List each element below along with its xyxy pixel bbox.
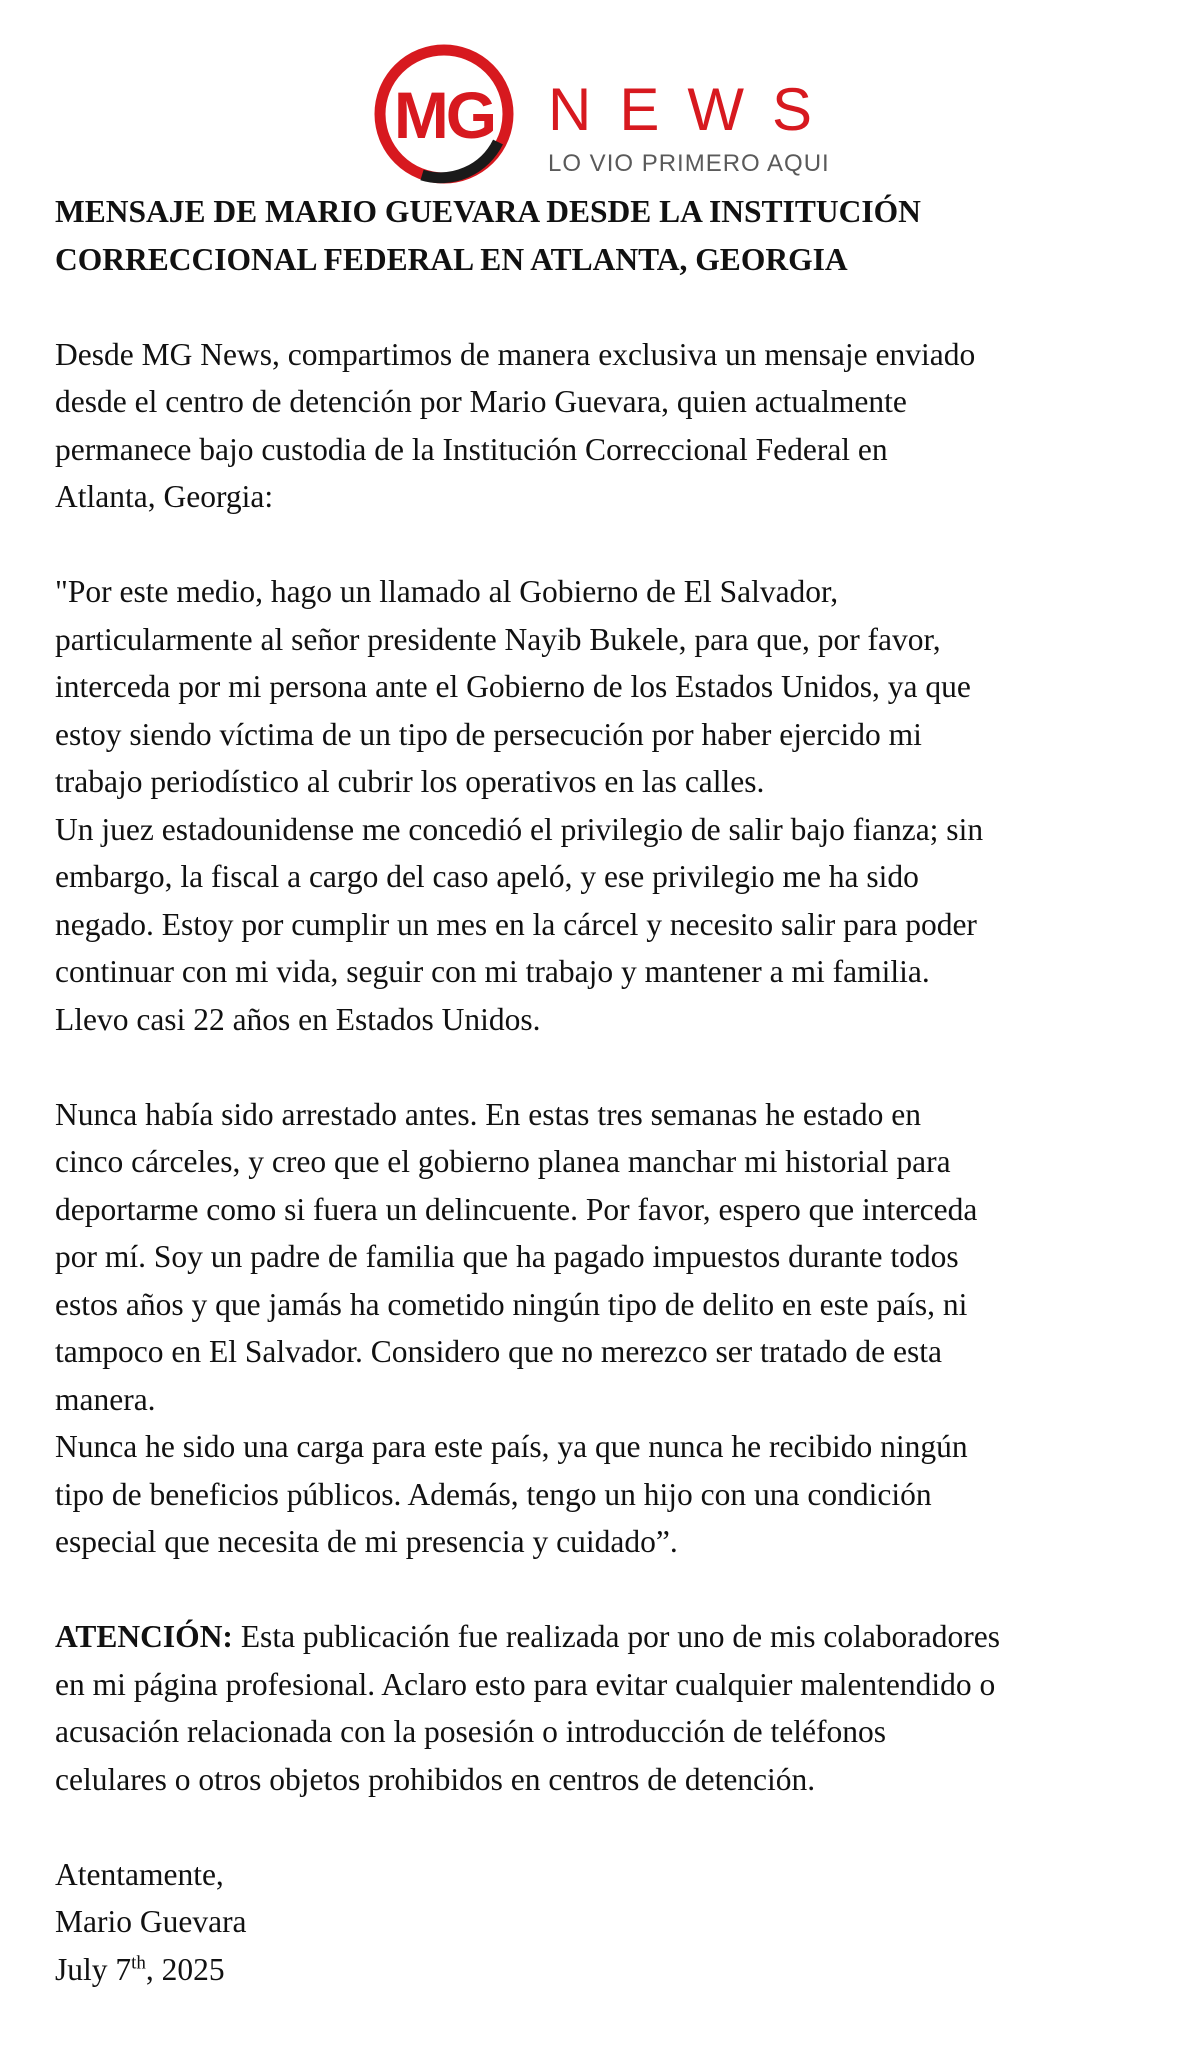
text-line: tipo de beneficios públicos. Además, tengo un hijo con una condición bbox=[55, 1476, 932, 1512]
text-line: estos años y que jamás ha cometido ningún tipo de delito en este país, ni bbox=[55, 1286, 968, 1322]
text-line: tampoco en El Salvador. Considero que no merezco ser tratado de esta bbox=[55, 1334, 942, 1369]
logo-mg-text: MG bbox=[393, 78, 495, 152]
text-line: Un juez estadounidense me concedió el privilegio de salir bajo fianza; sin bbox=[55, 811, 984, 847]
document-title bbox=[55, 188, 1165, 283]
date-month-day: July 7 bbox=[55, 1951, 132, 1987]
brand-tagline: LO VIO PRIMERO AQUI bbox=[548, 150, 830, 177]
attention-paragraph bbox=[55, 1613, 1165, 1803]
quote-paragraph-2 bbox=[55, 1091, 1165, 1566]
attention-label: ATENCIÓN: bbox=[55, 1619, 233, 1654]
quote-paragraph-1 bbox=[55, 568, 1165, 1043]
text-line: acusación relacionada con la posesión o introducción de teléfonos bbox=[55, 1714, 886, 1749]
date-suffix: th bbox=[131, 1952, 146, 1973]
text-line: manera. bbox=[55, 1381, 156, 1417]
text-line: negado. Estoy por cumplir un mes en la cárcel y necesito salir para poder bbox=[55, 906, 977, 942]
text-line: permanece bajo custodia de la Institución Correccional Federal en bbox=[55, 431, 888, 467]
text-line: Esta publicación fue realizada por uno de mis colaboradores bbox=[232, 1619, 1001, 1654]
signature-name: Mario Guevara bbox=[55, 1904, 247, 1939]
text-line: interceda por mi persona ante el Gobierno de los Estados Unidos, ya que bbox=[55, 669, 971, 704]
text-line: cinco cárceles, y creo que el gobierno planea manchar mi historial para bbox=[55, 1144, 951, 1179]
text-line: Desde MG News, compartimos de manera exclusiva un mensaje enviado bbox=[55, 336, 976, 372]
text-line: particularmente al señor presidente Nayib Bukele, para que, por favor, bbox=[55, 621, 941, 657]
header bbox=[0, 38, 1200, 188]
text-line: embargo, la fiscal a cargo del caso apeló, y ese privilegio me ha sido bbox=[55, 859, 919, 894]
document-body bbox=[55, 188, 1165, 1993]
paragraph-gap bbox=[55, 283, 1165, 331]
text-line: por mí. Soy un padre de familia que ha pagado impuestos durante todos bbox=[55, 1239, 959, 1274]
text-line: trabajo periodístico al cubrir los operativos en las calles. bbox=[55, 764, 765, 799]
text-line: "Por este medio, hago un llamado al Gobierno de El Salvador, bbox=[55, 574, 839, 609]
text-line: especial que necesita de mi presencia y cuidado”. bbox=[55, 1524, 678, 1559]
signature-date bbox=[55, 1952, 225, 1987]
text-line: desde el centro de detención por Mario Guevara, quien actualmente bbox=[55, 384, 907, 419]
mg-news-logo bbox=[364, 38, 524, 190]
text-line: en mi página profesional. Aclaro esto para evitar cualquier malentendido o bbox=[55, 1666, 996, 1702]
text-line: continuar con mi vida, seguir con mi trabajo y mantener a mi familia. bbox=[55, 954, 930, 989]
paragraph-gap bbox=[55, 1803, 1165, 1851]
title-line: CORRECCIONAL FEDERAL EN ATLANTA, GEORGIA bbox=[55, 241, 848, 277]
text-line: Nunca había sido arrestado antes. En estas tres semanas he estado en bbox=[55, 1096, 921, 1132]
intro-paragraph bbox=[55, 331, 1165, 521]
paragraph-gap bbox=[55, 1043, 1165, 1091]
text-line: Nunca he sido una carga para este país, ya que nunca he recibido ningún bbox=[55, 1429, 968, 1464]
paragraph-gap bbox=[55, 1566, 1165, 1614]
text-line: Atlanta, Georgia: bbox=[55, 479, 274, 514]
signature-block bbox=[55, 1851, 1165, 1994]
date-year: , 2025 bbox=[145, 1951, 225, 1987]
text-line: deportarme como si fuera un delincuente. Por favor, espero que interceda bbox=[55, 1191, 978, 1227]
text-line: celulares o otros objetos prohibidos en centros de detención. bbox=[55, 1761, 816, 1797]
text-line: estoy siendo víctima de un tipo de persecución por haber ejercido mi bbox=[55, 716, 922, 752]
brand-word: NEWS bbox=[548, 76, 840, 143]
paragraph-gap bbox=[55, 521, 1165, 569]
closing-text: Atentamente, bbox=[55, 1856, 224, 1892]
text-line: Llevo casi 22 años en Estados Unidos. bbox=[55, 1001, 541, 1037]
title-line: MENSAJE DE MARIO GUEVARA DESDE LA INSTITUCIÓN bbox=[55, 194, 921, 229]
